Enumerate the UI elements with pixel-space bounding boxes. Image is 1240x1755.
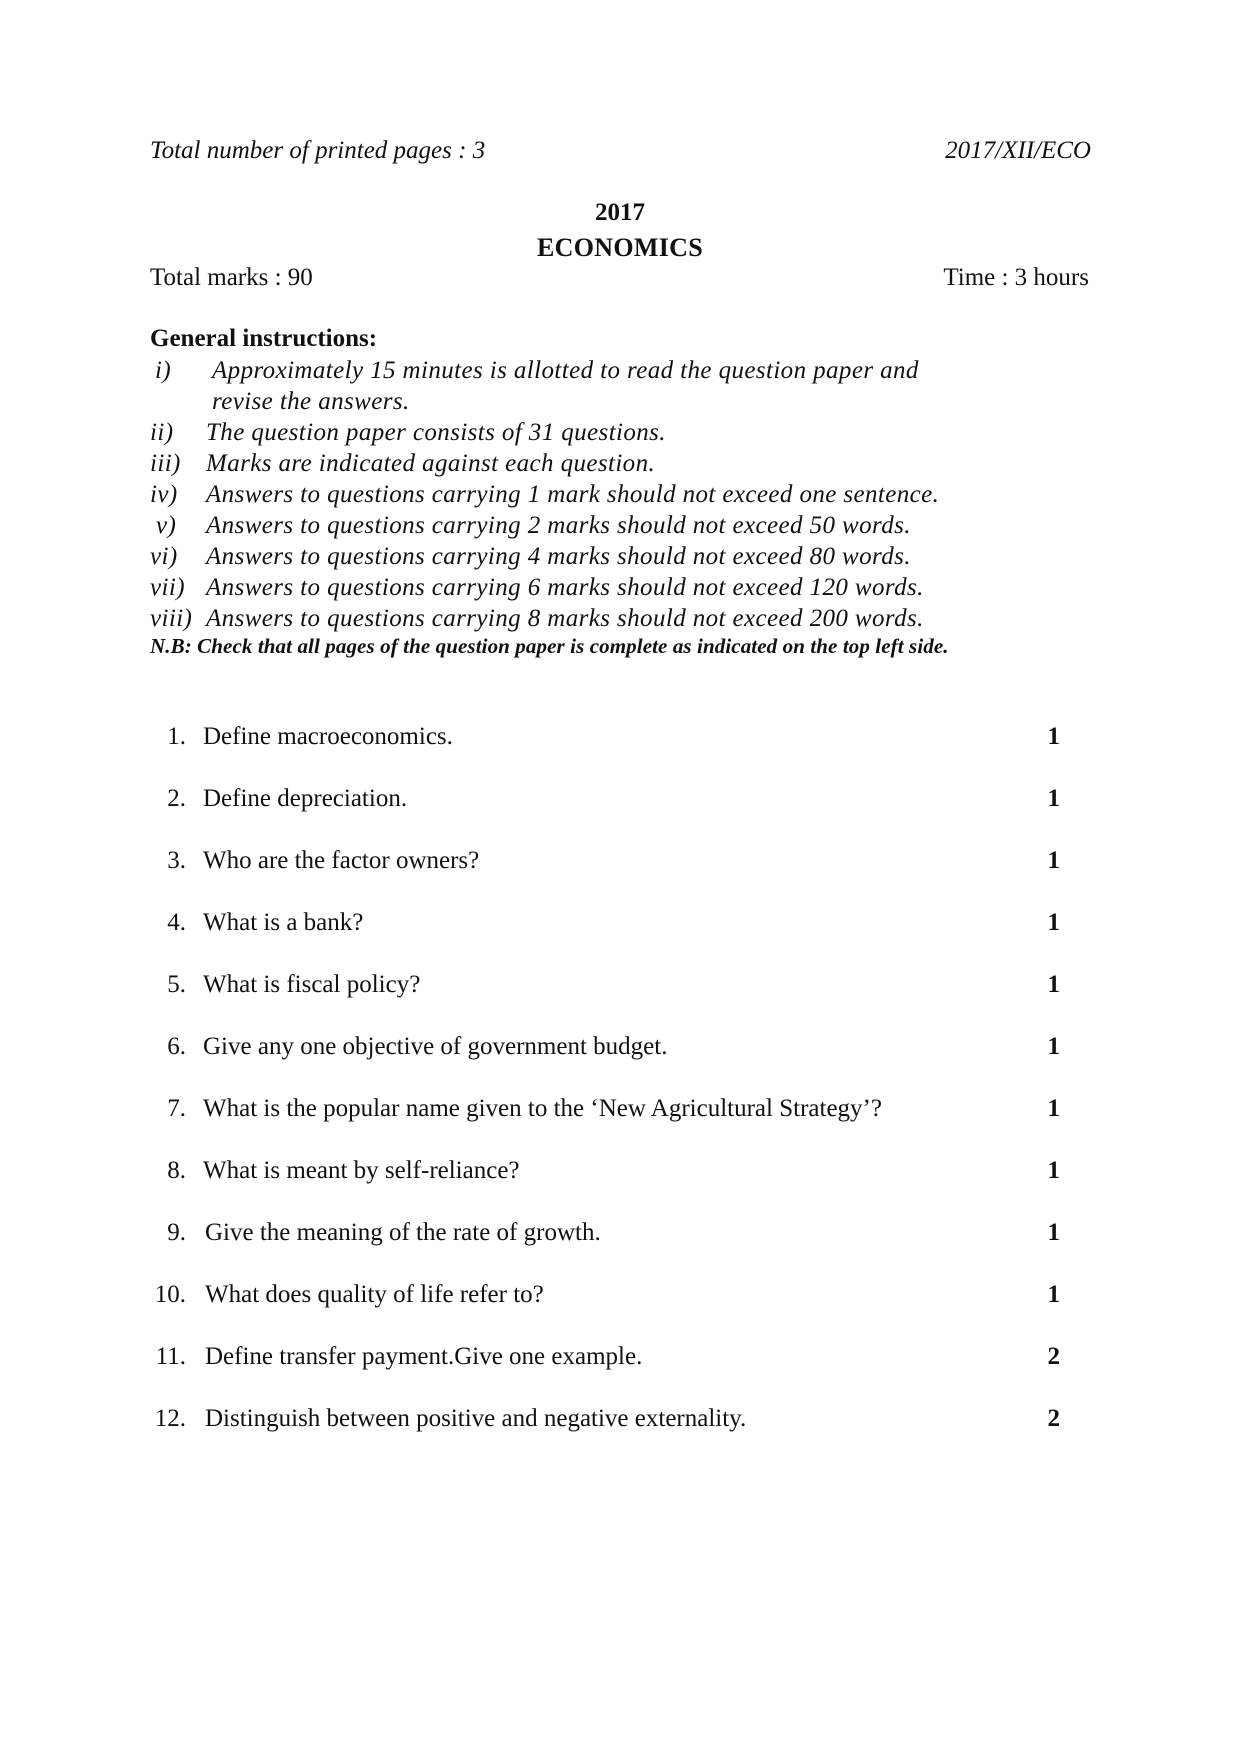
instruction-item <box>150 510 911 541</box>
question-row <box>150 722 1060 784</box>
question-number: 9. <box>167 1219 186 1246</box>
question-row <box>150 1404 1060 1466</box>
instruction-text: The question paper consists of 31 questions. <box>206 419 666 446</box>
instruction-item <box>150 355 919 386</box>
instruction-item <box>150 541 911 572</box>
instruction-continuation <box>212 386 410 417</box>
question-number: 12. <box>154 1405 186 1432</box>
question-text: Define transfer payment.Give one example. <box>205 1343 643 1370</box>
instruction-text: Answers to questions carrying 6 marks should not exceed 120 words. <box>206 574 924 601</box>
subject-title: ECONOMICS <box>537 233 703 262</box>
question-row <box>150 1032 1060 1094</box>
question-number: 8. <box>167 1157 186 1184</box>
instruction-item <box>150 448 655 479</box>
question-marks: 1 <box>1047 1157 1060 1184</box>
question-number: 6. <box>167 1033 186 1060</box>
question-marks: 1 <box>1047 847 1060 874</box>
question-text: What does quality of life refer to? <box>205 1281 544 1308</box>
question-marks: 1 <box>1047 1219 1060 1246</box>
instruction-number: iv) <box>150 481 178 508</box>
question-text: Give the meaning of the rate of growth. <box>205 1219 601 1246</box>
instruction-text: Approximately 15 minutes is allotted to read the question paper and <box>212 357 919 384</box>
general-instructions-heading: General instructions: <box>150 325 378 352</box>
question-row <box>150 1094 1060 1156</box>
instruction-text: Answers to questions carrying 4 marks should not exceed 80 words. <box>206 543 911 570</box>
instruction-number: vii) <box>150 574 185 601</box>
nb-note: N.B: Check that all pages of the question paper is complete as indicated on the top left side. <box>150 634 949 658</box>
question-text: What is a bank? <box>203 909 364 936</box>
question-text: What is meant by self-reliance? <box>203 1157 520 1184</box>
total-marks: Total marks : 90 <box>150 264 313 291</box>
instruction-number: iii) <box>150 450 181 477</box>
question-row <box>150 1342 1060 1404</box>
instruction-number: ii) <box>150 419 174 446</box>
question-text: Who are the factor owners? <box>203 847 480 874</box>
instruction-text: Marks are indicated against each question. <box>206 450 656 477</box>
question-number: 5. <box>167 971 186 998</box>
question-row <box>150 908 1060 970</box>
time-allowed: Time : 3 hours <box>943 264 1089 291</box>
instruction-item <box>150 572 924 603</box>
question-marks: 2 <box>1047 1343 1060 1370</box>
exam-year: 2017 <box>595 199 645 226</box>
question-number: 4. <box>167 909 186 936</box>
instruction-number: i) <box>155 357 172 384</box>
instruction-number: v) <box>156 512 177 539</box>
question-marks: 1 <box>1047 971 1060 998</box>
question-marks: 1 <box>1047 1033 1060 1060</box>
instruction-number: vi) <box>150 543 178 570</box>
instruction-item <box>150 479 939 510</box>
question-number: 7. <box>167 1095 186 1122</box>
question-row <box>150 970 1060 1032</box>
question-marks: 2 <box>1047 1405 1060 1432</box>
instruction-number: viii) <box>150 605 193 632</box>
instruction-item <box>150 603 924 634</box>
question-text: What is fiscal policy? <box>203 971 421 998</box>
question-text: Define macroeconomics. <box>203 723 453 750</box>
instruction-text: Answers to questions carrying 2 marks should not exceed 50 words. <box>206 512 911 539</box>
question-list <box>150 722 1060 1466</box>
question-number: 2. <box>167 785 186 812</box>
paper-code: 2017/XII/ECO <box>945 137 1091 164</box>
question-row <box>150 1218 1060 1280</box>
question-row <box>150 784 1060 846</box>
question-row <box>150 846 1060 908</box>
question-marks: 1 <box>1047 909 1060 936</box>
question-text: Give any one objective of government budget. <box>203 1033 668 1060</box>
printed-pages-note: Total number of printed pages : 3 <box>150 137 486 164</box>
question-marks: 1 <box>1047 785 1060 812</box>
question-row <box>150 1156 1060 1218</box>
question-marks: 1 <box>1047 1095 1060 1122</box>
question-number: 3. <box>167 847 186 874</box>
instruction-text: revise the answers. <box>212 388 410 415</box>
instruction-item <box>150 417 666 448</box>
question-number: 10. <box>154 1281 186 1308</box>
question-text: What is the popular name given to the ‘New Agricultural Strategy’? <box>203 1095 882 1122</box>
question-number: 11. <box>155 1343 186 1370</box>
question-marks: 1 <box>1047 723 1060 750</box>
question-text: Define depreciation. <box>203 785 408 812</box>
question-text: Distinguish between positive and negative externality. <box>205 1405 747 1432</box>
question-number: 1. <box>167 723 186 750</box>
question-row <box>150 1280 1060 1342</box>
instruction-text: Answers to questions carrying 8 marks should not exceed 200 words. <box>206 605 924 632</box>
instruction-text: Answers to questions carrying 1 mark should not exceed one sentence. <box>206 481 940 508</box>
question-marks: 1 <box>1047 1281 1060 1308</box>
